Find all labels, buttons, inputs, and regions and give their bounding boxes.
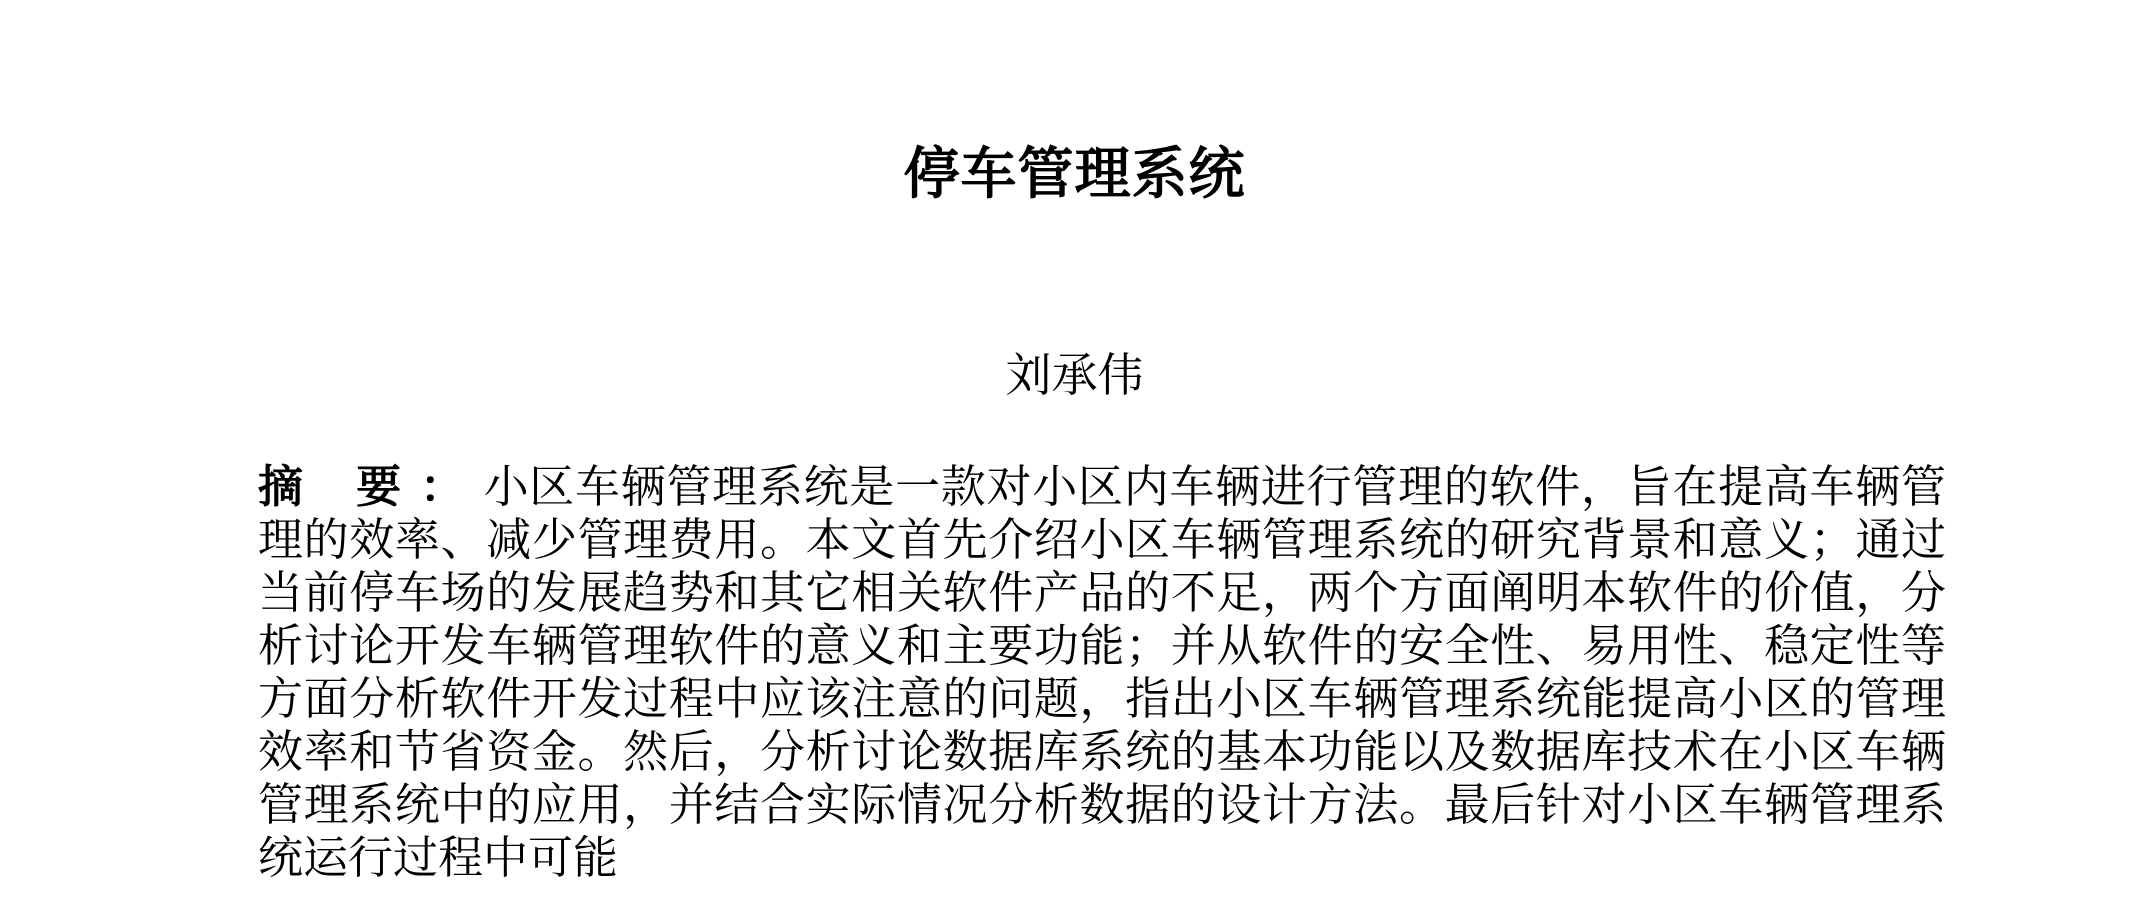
- abstract-text: 小区车辆管理系统是一款对小区内车辆进行管理的软件，旨在提高车辆管理的效率、减少管理费用。本文首先介绍小区车辆管理系统的研究背景和意义；通过当前停车场的发展趋势和其它相关软件产品的不足，两个方面阐明本软件的价值，分析讨论开发车辆管理软件的意义和主要功能；并从软件的安全性、易用性、稳定性等方面分析软件开发过程中应该注意的问题，指出小区车辆管理系统能提高小区的管理效率和节省资金。然后，分析讨论数据库系统的基本功能以及数据库技术在小区车辆管理系统中的应用，并结合实际情况分析数据的设计方法。最后针对小区车辆管理系统运行过程中可能: [258, 460, 1946, 884]
- abstract-label: 摘 要：: [258, 460, 484, 513]
- document-title: 停车管理系统: [903, 142, 1246, 207]
- abstract-paragraph: [258, 460, 1946, 884]
- author-name: 刘承伟: [1005, 348, 1144, 402]
